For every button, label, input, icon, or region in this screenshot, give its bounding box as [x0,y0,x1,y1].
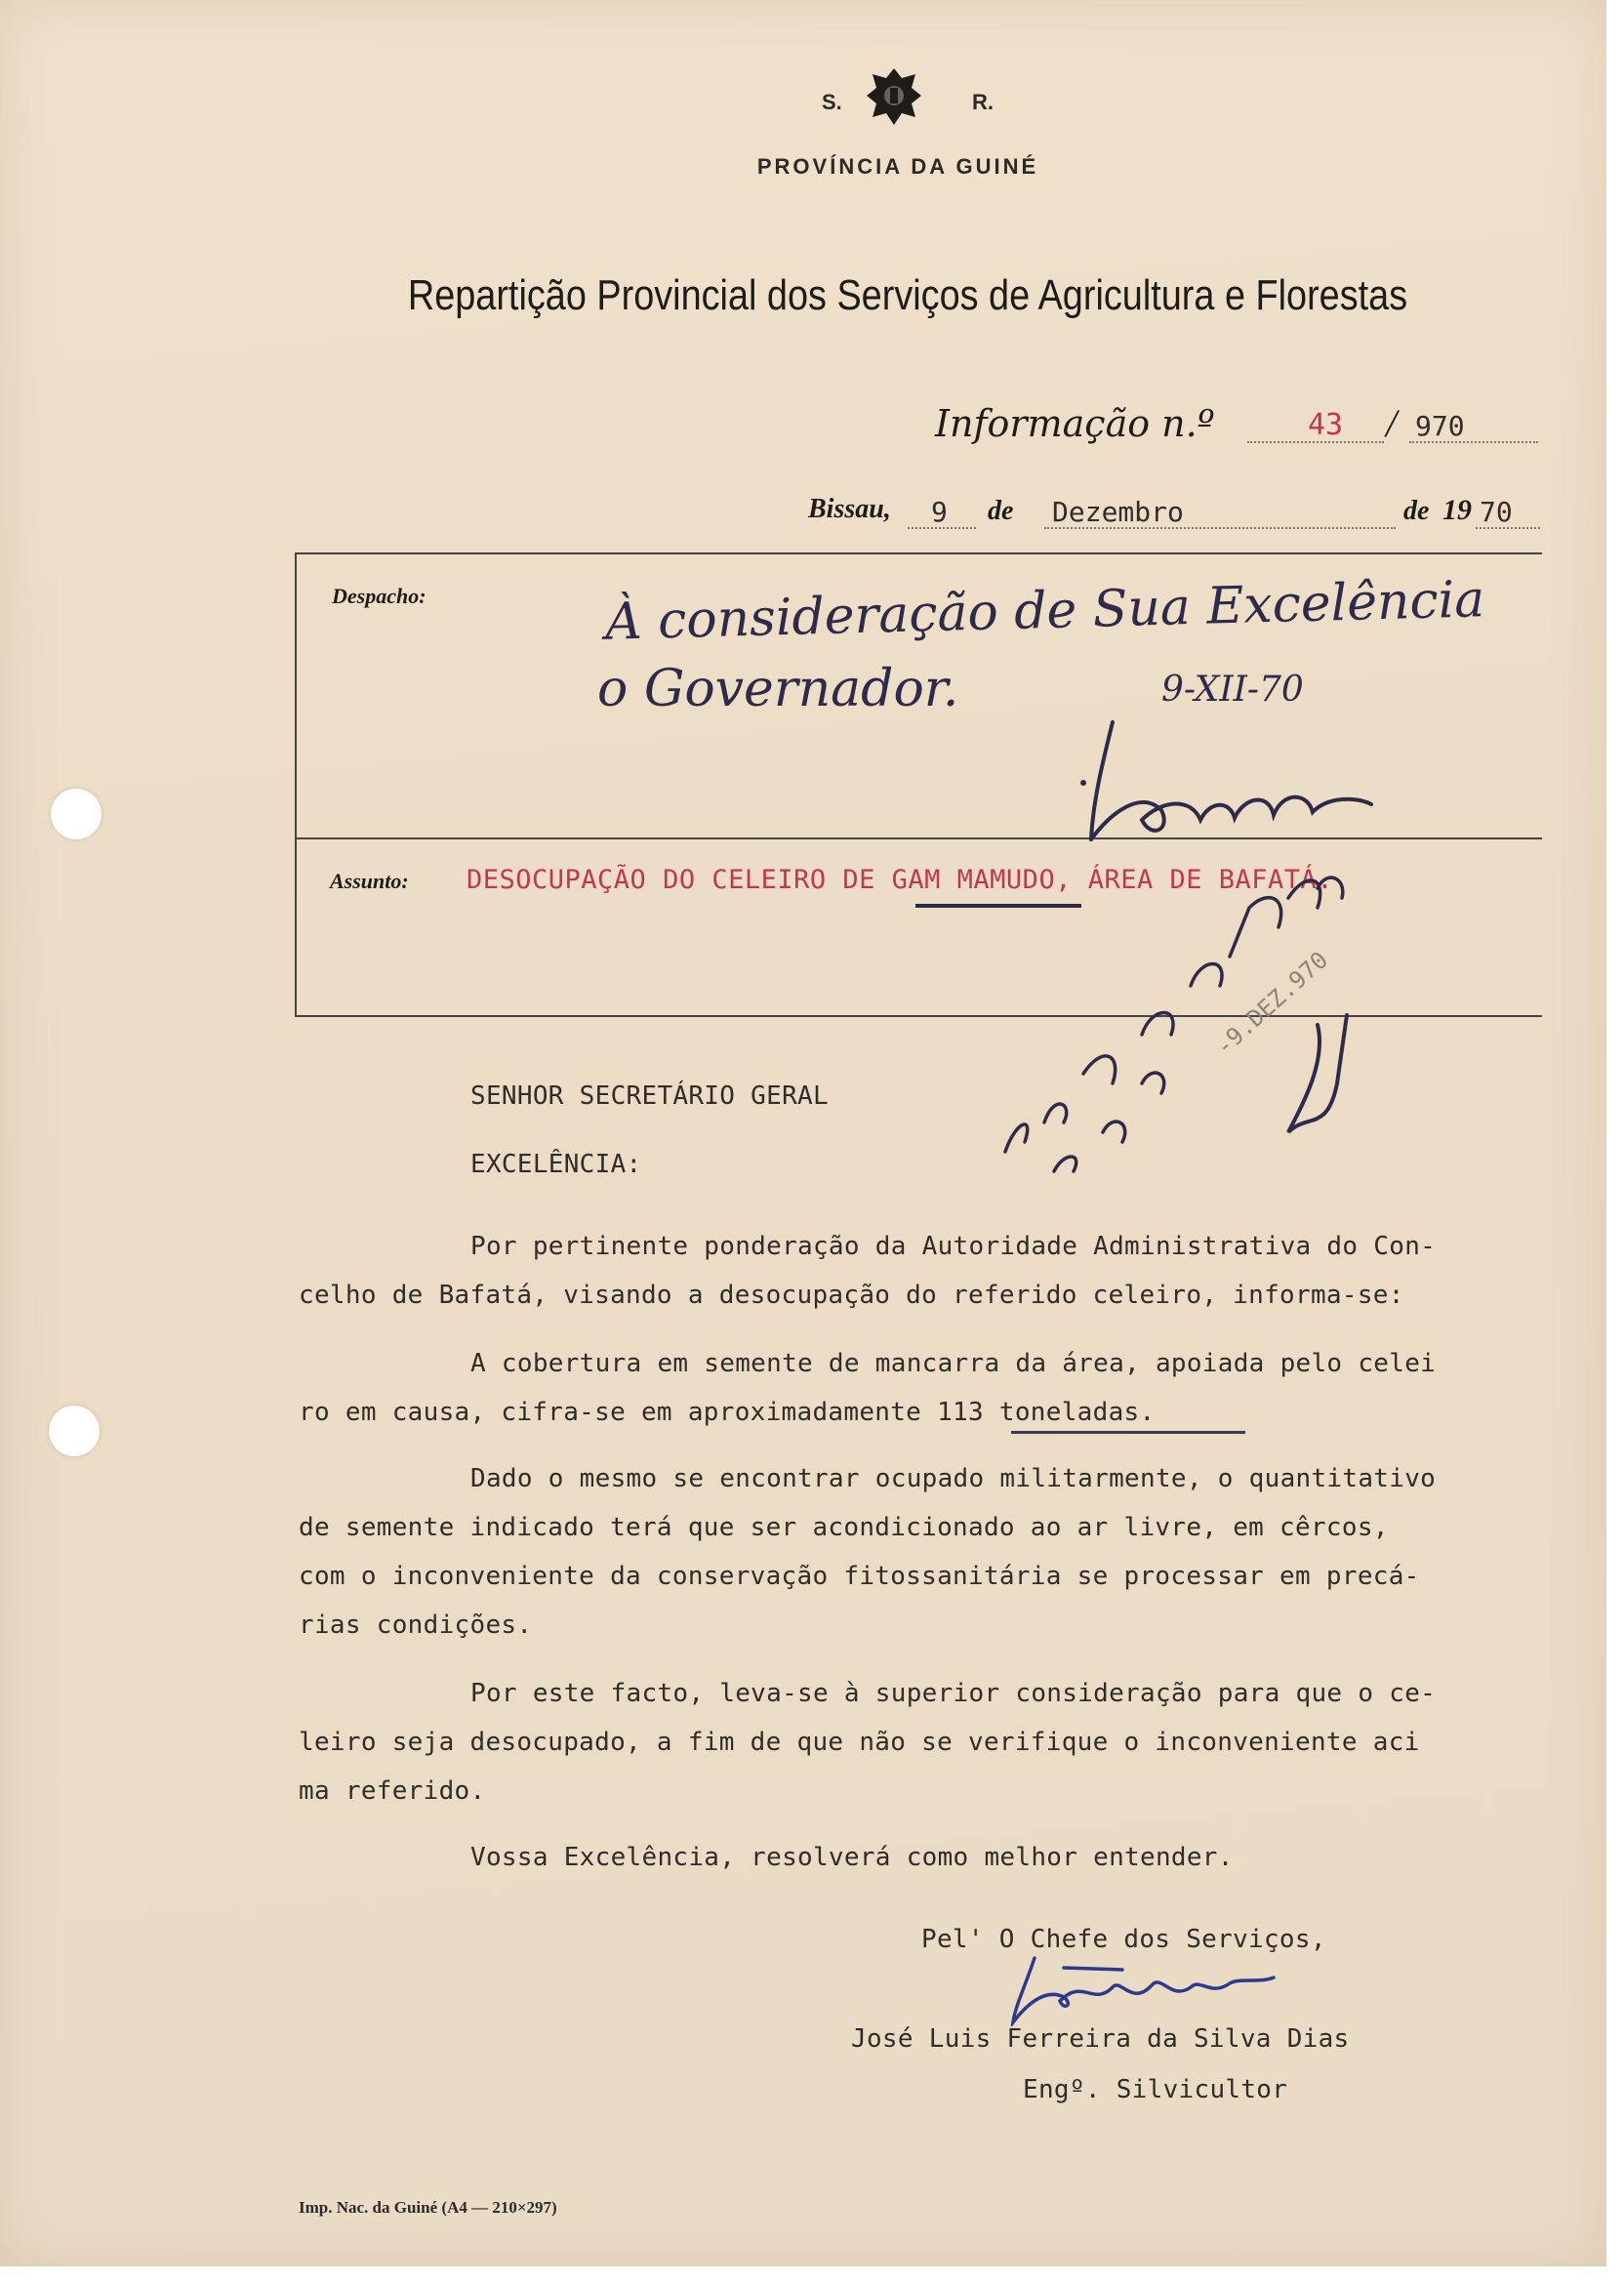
despacho-handwriting-line1: À consideração de Sua Excelência [604,570,1485,652]
date-de-1: de [988,496,1014,526]
date-place: Bissau, [808,494,891,524]
date-month: Dezembro [1052,496,1184,528]
paragraph4-line2: leiro seja desocupado, a fim de que não se verifique o inconveniente aci [299,1728,1420,1757]
marginal-annotation-icon [995,839,1366,1191]
signature-title: Engº. Silvicultor [1023,2075,1288,2104]
informacao-year: 970 [1415,410,1465,442]
punch-hole-bottom [49,1406,100,1456]
paragraph3-line1: Dado o mesmo se encontrar ocupado militarmente, o quantitativo [470,1464,1437,1493]
department-heading: Repartição Provincial dos Serviços de Agricultura e Florestas [407,271,1408,319]
paragraph3-line3: com o inconveniente da conservação fitossanitária se processar em precá- [299,1562,1420,1591]
received-date-stamp: -9.DEZ.970 [1210,946,1334,1061]
date-de-2: de [1403,496,1430,526]
paragraph4-line3: ma referido. [299,1776,486,1806]
informacao-number: 43 [1308,408,1344,442]
province-heading: PROVÍNCIA DA GUINÉ [756,154,1039,179]
paragraph4-line1: Por este facto, leva-se à superior consideração para que o ce- [470,1679,1437,1708]
informacao-slash: / [1386,401,1398,445]
despacho-label: Despacho: [332,584,426,608]
salutation-line1: SENHOR SECRETÁRIO GERAL [470,1081,829,1111]
coat-of-arms-icon [863,64,925,133]
printer-imprint: Imp. Nac. da Guiné (A4 — 210×297) [299,2198,557,2217]
despacho-handwriting-line2: o Governador. [597,660,959,718]
paragraph5: Vossa Excelência, resolverá como melhor entender. [470,1843,1234,1872]
signature-name: José Luis Ferreira da Silva Dias [851,2024,1350,2054]
salutation-line2: EXCELÊNCIA: [470,1150,642,1179]
emblem-left-letter: S. [822,90,842,114]
paragraph1-line2: celho de Bafatá, visando a desocupação do referido celeiro, informa-se: [299,1281,1404,1310]
despacho-handwriting-date: 9-XII-70 [1161,670,1304,710]
emblem-right-letter: R. [972,90,994,114]
paragraph1-line1: Por pertinente ponderação da Autoridade Administrativa do Con- [470,1232,1437,1261]
paragraph2-line1: A cobertura em semente de mancarra da área, apoiada pelo celei [470,1349,1437,1378]
box-top-rule [295,552,1542,554]
paragraph3-line2: de semente indicado terá que ser acondicionado ao ar livre, em cêrcos, [299,1513,1389,1542]
assunto-label: Assunto: [330,869,409,893]
assunto-text: DESOCUPAÇÃO DO CELEIRO DE GAM MAMUDO, ÁREA DE BAFATÁ. [467,865,1334,895]
paragraph3-line4: rias condições. [299,1611,533,1640]
informacao-label: Informação n.º [935,402,1215,445]
date-year-prefix: 19 [1442,494,1472,526]
signature-pel: Pel' O Chefe dos Serviços, [921,1925,1326,1954]
date-day: 9 [931,496,948,528]
tonnage-underline [1011,1431,1245,1434]
paragraph2-line2: ro em causa, cifra-se em aproximadamente 113 toneladas. [299,1398,1156,1427]
date-year-suffix: 70 [1480,496,1513,528]
despacho-signature-icon [1074,703,1376,849]
box-left-rule [295,552,297,1017]
punch-hole-top [51,789,102,839]
